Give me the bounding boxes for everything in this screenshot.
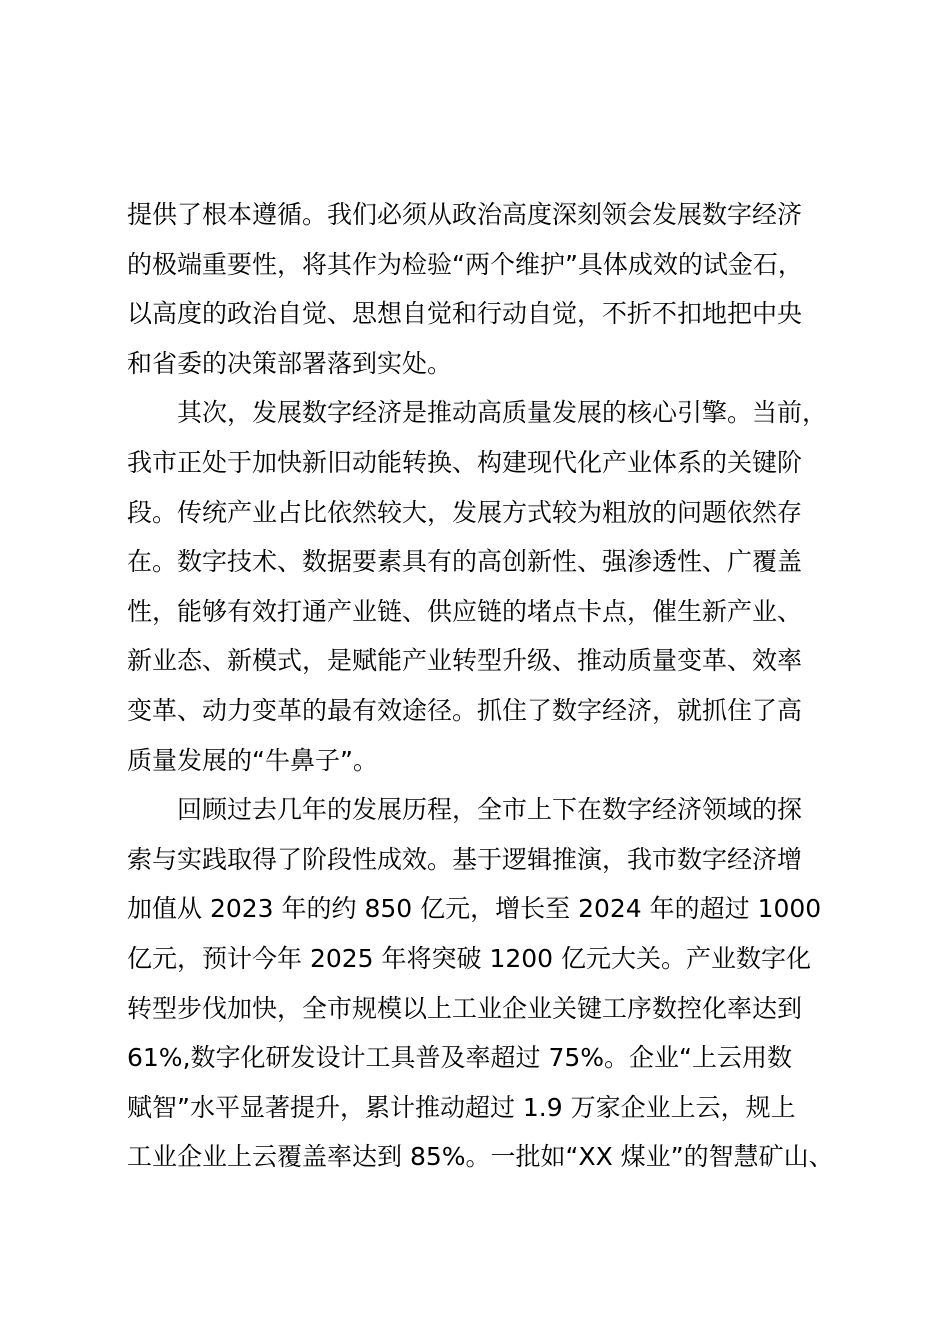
text-line: 质量发展的“牛鼻子”。 (127, 745, 378, 775)
body-text (127, 190, 834, 1182)
text-line: 的极端重要性，将其作为检验“两个维护”具体成效的试金石， (127, 249, 803, 279)
text-line: 在。数字技术、数据要素具有的高创新性、强渗透性、广覆盖 (127, 547, 803, 577)
text-line: 赋智”水平显著提升，累计推动超过 1.9 万家企业上云，规上 (127, 1092, 796, 1122)
text-line: 我市正处于加快新旧动能转换、构建现代化产业体系的关键阶 (127, 447, 803, 477)
text-line: 和省委的决策部署落到实处。 (127, 348, 453, 378)
text-line: 加值从 2023 年的约 850 亿元，增长至 2024 年的超过 1000 (127, 894, 822, 924)
text-line: 变革、动力变革的最有效途径。抓住了数字经济，就抓住了高 (127, 695, 803, 725)
text-line: 工业企业上云覆盖率达到 85%。一批如“XX 煤业”的智慧矿山、 (127, 1142, 834, 1172)
text-line: 以高度的政治自觉、思想自觉和行动自觉，不折不扣地把中央 (127, 299, 803, 329)
text-line: 61%,数字化研发设计工具普及率超过 75%。企业“上云用数 (127, 1043, 792, 1073)
text-line: 亿元，预计今年 2025 年将突破 1200 亿元大关。产业数字化 (127, 943, 812, 973)
text-line: 提供了根本遵循。我们必须从政治高度深刻领会发展数字经济 (127, 200, 803, 229)
text-line: 转型步伐加快，全市规模以上工业企业关键工序数控化率达到 (127, 993, 803, 1023)
text-line: 段。传统产业占比依然较大，发展方式较为粗放的问题依然存 (127, 497, 803, 527)
text-line: 新业态、新模式，是赋能产业转型升级、推动质量变革、效率 (127, 646, 803, 676)
text-line: 索与实践取得了阶段性成效。基于逻辑推演，我市数字经济增 (127, 844, 803, 874)
text-line: 性，能够有效打通产业链、供应链的堵点卡点，催生新产业、 (127, 596, 803, 626)
paragraph-first-line: 回顾过去几年的发展历程，全市上下在数字经济领域的探 (177, 795, 803, 825)
paragraph-first-line: 其次，发展数字经济是推动高质量发展的核心引擎。当前， (177, 398, 828, 428)
